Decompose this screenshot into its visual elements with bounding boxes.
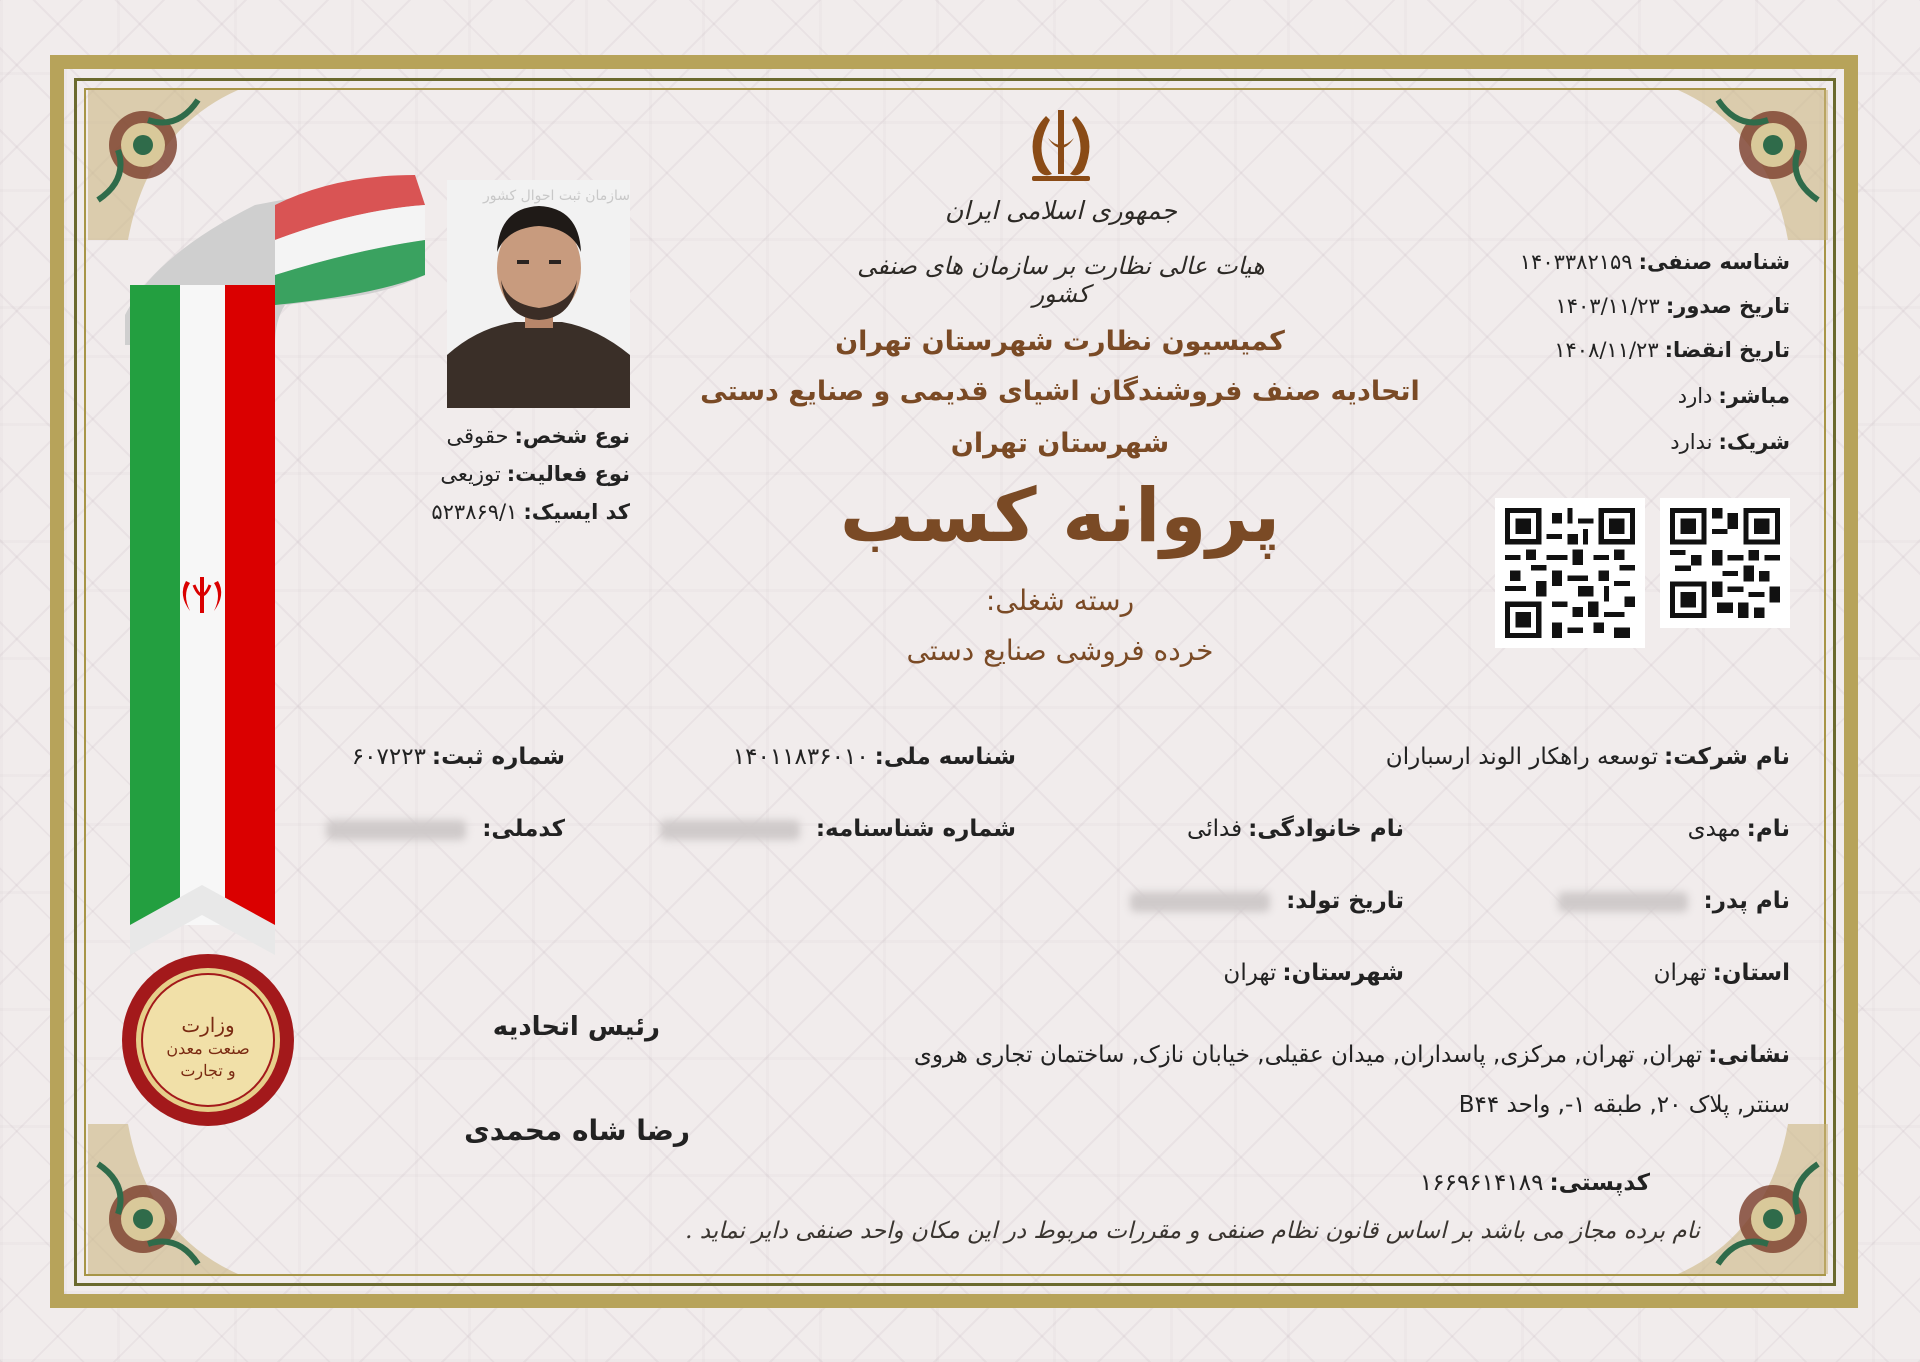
seal-text-line3: و تجارت: [180, 1061, 236, 1080]
photo-watermark: سازمان ثبت احوال کشور: [482, 188, 630, 204]
address: نشانی:تهران, تهران, مرکزی, پاسداران, میدان عقیلی, خیابان نازک, ساختمان تجاری هروی: [913, 1042, 1790, 1068]
ministry-seal: [118, 950, 298, 1130]
first-name: نام:مهدی: [1687, 816, 1790, 842]
qr-code-icon[interactable]: [1495, 498, 1645, 648]
redacted-value: [1130, 892, 1270, 912]
signature-role: رئیس اتحادیه: [492, 1012, 660, 1042]
union-title: اتحادیه صنف فروشندگان اشیای قدیمی و صنایع دستی: [700, 376, 1420, 407]
redacted-value: [660, 820, 800, 840]
expiry-date: تاریخ انقضا:۱۴۰۸/۱۱/۲۳: [1554, 338, 1790, 362]
direct: مباشر:دارد: [1677, 384, 1790, 408]
postal-code: کدپستی:۱۶۶۹۶۱۴۱۸۹: [1419, 1170, 1650, 1196]
republic-line: جمهوری اسلامی ایران: [945, 196, 1177, 225]
guild-id: شناسه صنفی:۱۴۰۳۳۸۲۱۵۹: [1519, 250, 1790, 274]
last-name: نام خانوادگی:فدائی: [1187, 816, 1404, 842]
signature-name: رضا شاه محمدی: [464, 1114, 690, 1147]
seal-text-line1: وزارت: [181, 1013, 235, 1037]
id-number: شماره شناسنامه:: [660, 816, 1016, 842]
corner-ornament-icon: [1678, 90, 1828, 240]
national-code: کدملی:: [326, 816, 565, 842]
seal-text-line2: صنعت معدن: [166, 1039, 250, 1058]
province: استان:تهران: [1653, 960, 1790, 986]
birth-date: تاریخ تولد:: [1130, 888, 1404, 914]
city-title: شهرستان تهران: [950, 428, 1170, 459]
redacted-value: [326, 820, 466, 840]
category-value: خرده فروشی صنایع دستی: [906, 634, 1214, 667]
county: شهرستان:تهران: [1223, 960, 1404, 986]
portrait-photo: [447, 180, 630, 408]
person-type: نوع شخص:حقوقی: [446, 424, 630, 448]
redacted-value: [1558, 892, 1688, 912]
father-name: نام پدر:: [1558, 888, 1791, 914]
corner-ornament-icon: [1678, 1124, 1828, 1274]
category-label: رسته شغلی:: [985, 584, 1135, 617]
corner-ornament-icon: [88, 1124, 238, 1274]
page-title: پروانه کسب: [839, 473, 1281, 559]
photo-frame: [447, 180, 630, 408]
issue-date: تاریخ صدور:۱۴۰۳/۱۱/۲۳: [1555, 294, 1790, 318]
national-id: شناسه ملی:۱۴۰۱۱۸۳۶۰۱۰: [732, 744, 1016, 770]
qr-code-icon[interactable]: [1660, 498, 1790, 628]
partner: شریک:ندارد: [1670, 430, 1790, 454]
footer-note: نام برده مجاز می باشد بر اساس قانون نظام صنفی و مقررات مربوط در این مکان واحد صنفی دایر نماید .: [685, 1218, 1700, 1244]
board-line: هیات عالی نظارت بر سازمان های صنفی کشور: [857, 252, 1265, 308]
address-line2: سنتر, پلاک ۲۰, طبقه ۱-, واحد B۴۴: [1458, 1092, 1790, 1118]
activity-type: نوع فعالیت:توزیعی: [440, 462, 630, 486]
iran-flag-ribbon: [125, 165, 425, 965]
registration-no: شماره ثبت:۶۰۷۲۲۳: [351, 744, 565, 770]
commission-title: کمیسیون نظارت شهرستان تهران: [835, 326, 1285, 357]
isic-code: کد ایسیک:۵۲۳۸۶۹/۱: [431, 500, 630, 524]
iran-emblem-icon: [1018, 108, 1104, 184]
company-name: نام شرکت:توسعه راهکار الوند ارسباران: [1385, 744, 1790, 770]
